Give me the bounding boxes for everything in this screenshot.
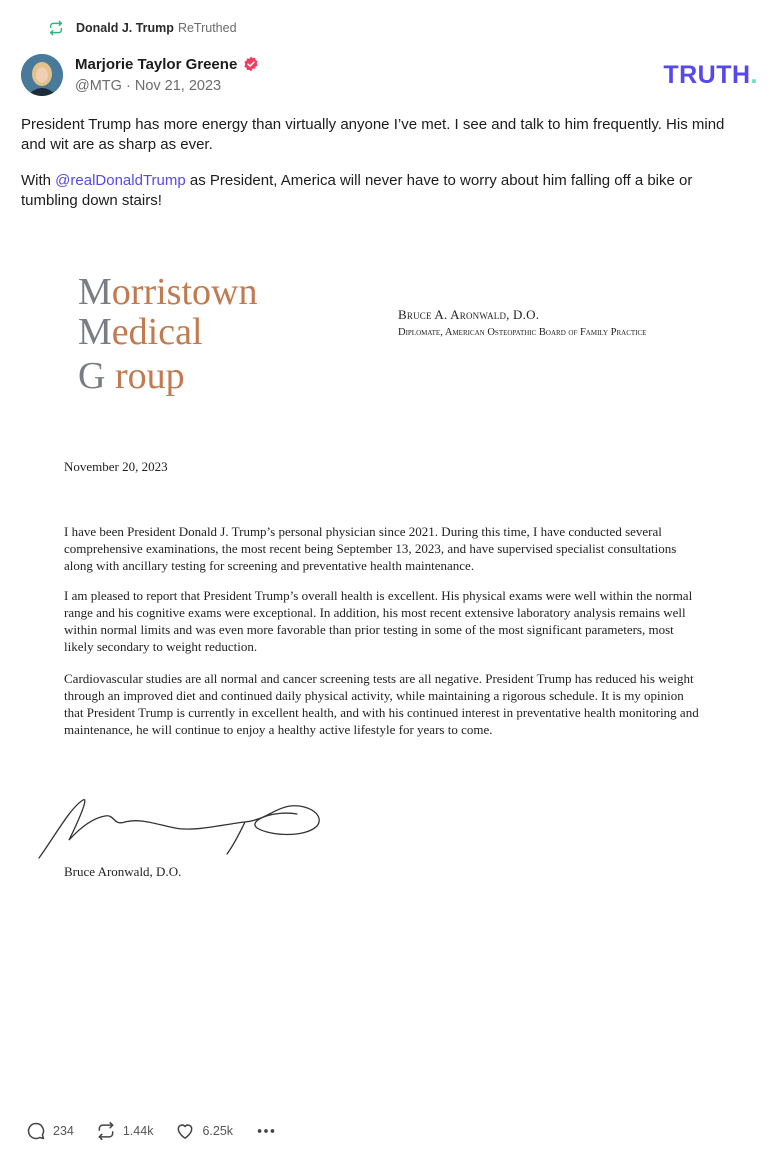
letter-paragraph-2: I am pleased to report that President Trump’s overall health is excellent. His physical exams were well within the normal range and his cognitive exams were exceptional. In addition, his most recent extensive laboratory analysis remains well within normal limits and was even more favorable than prior testing in some of the most significant parameters, most likely secondary to weight reduction.: [64, 588, 693, 654]
retruth-icon: [48, 20, 64, 36]
author-block: [75, 54, 259, 94]
reply-button[interactable]: [26, 1121, 74, 1141]
reply-icon: [26, 1121, 46, 1141]
letterhead-logo-line-2: Medical: [78, 311, 203, 353]
truth-logo-text: TRUTH: [663, 61, 751, 89]
retruth-user[interactable]: Donald J. Trump: [76, 21, 174, 35]
signature-image: [35, 788, 325, 868]
attached-letter-image[interactable]: [21, 240, 757, 1100]
like-count: 6.25k: [202, 1124, 234, 1138]
retruth-count: 1.44k: [122, 1124, 154, 1138]
more-icon: [255, 1120, 277, 1142]
retruth-button[interactable]: [96, 1121, 154, 1141]
post-body: [21, 115, 751, 227]
author-name[interactable]: Marjorie Taylor Greene: [75, 55, 238, 73]
letter-paragraph-3: Cardiovascular studies are all normal and cancer screening tests are all negative. President Trump has reduced his weight through an improved diet and continued daily physical activity, while maintaining a rigorous schedule. It is my opinion that President Trump is currently in excellent health, and with his continued interest in preventative health monitoring and maintenance, he will continue to enjoy a healthy active lifestyle for years to come.: [64, 671, 699, 737]
post-paragraph-2: [21, 171, 751, 211]
more-button[interactable]: [255, 1121, 277, 1141]
post-p2-after: as President, America will never have to worry about him falling off a bike or tumbling down stairs!: [21, 172, 693, 209]
action-bar: [26, 1120, 277, 1142]
letterhead-logo-line-3: G roup: [78, 355, 185, 397]
post-p2-before: With: [21, 172, 56, 189]
letter-paragraph-1: I have been President Donald J. Trump’s personal physician since 2021. During this time, I have conducted several comprehensive examinations, the most recent being September 13, 2023, and have supervised specialist consultations along with ancillary testing for screening and preventative health maintenance.: [64, 524, 677, 573]
verified-badge-icon: [243, 56, 259, 72]
doctor-title: Diplomate, American Osteopathic Board of Family Practice: [398, 327, 647, 338]
letter-date: November 20, 2023: [64, 459, 168, 474]
letterhead-doctor: [398, 307, 668, 340]
heart-icon: [175, 1121, 195, 1141]
doctor-name: Bruce A. Aronwald, D.O.: [398, 307, 540, 322]
truth-logo[interactable]: [663, 61, 758, 90]
letterhead-logo-line-1: Morristown: [78, 271, 258, 313]
retruth-label: ReTruthed: [177, 21, 237, 35]
author-meta: [75, 78, 259, 94]
mention-link[interactable]: @realDonaldTrump: [55, 172, 186, 189]
post-paragraph-1: President Trump has more energy than virtually anyone I’ve met. I see and talk to him frequently. His mind and wit are as sharp as ever.: [21, 116, 725, 153]
signature-name: Bruce Aronwald, D.O.: [64, 864, 182, 879]
retruth-header: [48, 18, 237, 38]
like-button[interactable]: [175, 1121, 233, 1141]
reply-count: 234: [53, 1124, 74, 1138]
truth-logo-dot: .: [750, 61, 758, 89]
avatar[interactable]: [21, 54, 63, 96]
retruth-action-icon: [96, 1121, 116, 1141]
post-date[interactable]: Nov 21, 2023: [134, 78, 222, 94]
author-handle[interactable]: @MTG: [75, 78, 122, 94]
meta-separator: ·: [125, 78, 131, 94]
